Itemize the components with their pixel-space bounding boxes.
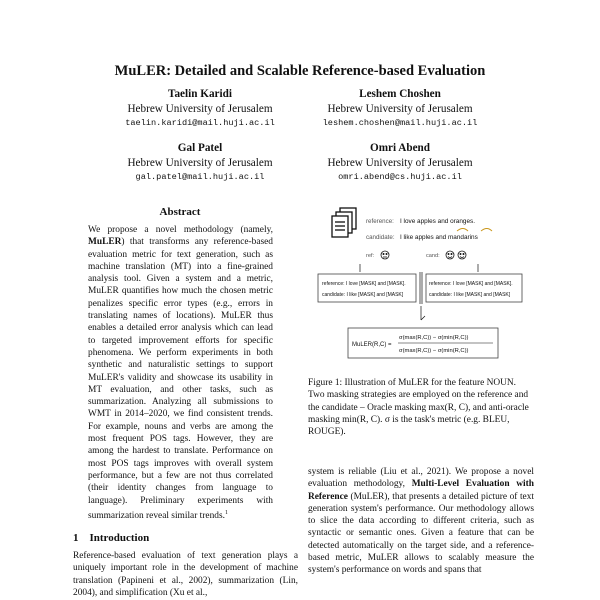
body-bold: Multi-Level Evaluation with Reference <box>308 479 534 502</box>
section-heading <box>73 532 149 544</box>
author-block <box>300 87 500 131</box>
paper-title: MuLER: Detailed and Scalable Reference-based Evaluation <box>114 63 486 79</box>
author-affiliation: Hebrew University of Jerusalem <box>127 156 273 169</box>
author-block <box>100 141 300 185</box>
arrow-icon <box>457 229 468 232</box>
fig-ref-short: ref: <box>366 253 375 259</box>
fig-candidate-label: candidate: <box>366 234 395 241</box>
author-email[interactable]: taelin.karidi@mail.huji.ac.il <box>125 118 275 128</box>
fig-cand-short: cand: <box>426 253 440 259</box>
author-block <box>300 141 500 185</box>
formula-numerator: σ(max(R,C)) − σ(min(R,C)) <box>399 335 469 341</box>
abstract-part: We propose a novel methodology (namely, <box>88 225 273 235</box>
mask-ref-text: reference: I love [MASK] and [MASK]. <box>429 281 513 287</box>
section-title: Introduction <box>89 532 150 544</box>
author-name: Omri Abend <box>370 142 430 154</box>
author-name: Taelin Karidi <box>168 88 232 100</box>
author-block <box>100 87 300 131</box>
body-part: system is reliable (Liu et al., 2021). We propose a novel evaluation methodology, <box>308 467 534 490</box>
arrow-icon <box>481 229 492 232</box>
abstract-heading: Abstract <box>159 206 201 218</box>
author-name: Gal Patel <box>177 142 223 154</box>
section-number: 1 <box>73 532 79 544</box>
author-name: Leshem Choshen <box>359 88 441 100</box>
figure-1-diagram <box>308 204 534 374</box>
author-affiliation: Hebrew University of Jerusalem <box>327 156 473 169</box>
author-affiliation: Hebrew University of Jerusalem <box>327 102 473 115</box>
mask-cand-text: candidate: I like [MASK] and [MASK] <box>322 292 404 298</box>
abstract-muler-bold: MuLER <box>88 237 122 248</box>
fig-candidate-text: I like apples and mandarins <box>400 234 478 241</box>
mask-cand-text: candidate: I like [MASK] and [MASK] <box>429 292 511 298</box>
abstract-text <box>88 224 273 522</box>
arrow-head-icon <box>421 316 425 320</box>
fig-reference-label: reference: <box>366 218 394 225</box>
author-email[interactable]: leshem.choshen@mail.huji.ac.il <box>322 118 478 128</box>
body-part: (MuLER), that presents a detailed picture of text generation system's performance. Our methodology allows to slice the data according to different criteria, such as syntactic or semantic ones. Given a feature that can be detected automatically on the target side, and a reference-based metric, MuLER allows to scalably measure the system's performance on words and spans that <box>308 491 535 576</box>
formula-denominator: σ(max(R,C)) − σ(min(R,C)) <box>399 348 469 354</box>
right-column-text <box>308 466 534 577</box>
fig-reference-text: I love apples and oranges. <box>400 218 475 225</box>
document-icon <box>332 208 356 237</box>
author-email[interactable]: gal.patel@mail.huji.ac.il <box>135 172 265 182</box>
smile-face-icon <box>458 251 466 259</box>
intro-text: Reference-based evaluation of text generation plays a uniquely important role in the development of machine translation (Papineni et al., 2002), summarization (Lin, 2004), and simplification (Xu et al., <box>73 551 298 598</box>
figure-caption: Figure 1: Illustration of MuLER for the feature NOUN. Two masking strategies are employed on the reference and the candidate – Oracle masking max(R, C), and anti-oracle masking min(R, C). σ is the task's metric (e.g. BLEU, ROUGE). <box>308 378 529 438</box>
author-email[interactable]: omri.abend@cs.huji.ac.il <box>338 172 462 182</box>
mask-ref-text: reference: I love [MASK] and [MASK]. <box>322 281 406 287</box>
footnote-mark: 1 <box>224 509 228 516</box>
neutral-face-icon <box>381 251 389 259</box>
smile-face-icon <box>446 251 454 259</box>
formula-lhs: MuLER(R,C) = <box>352 342 392 348</box>
author-affiliation: Hebrew University of Jerusalem <box>127 102 273 115</box>
abstract-part: ) that transforms any reference-based evaluation metric for text generation, such as machine translation (MT) into a fine-grained analysis tool. Given a system and a metric, MuLER quantifies how much the chosen metric penalizes specific error types (e.g., errors in translating names of locations). MuLER thus enables a detailed error analysis which can lead to targeted improvement efforts for specific phenomena. We perform experiments in both synthetic and naturalistic settings to support MuLER's validity and showcase its usability in MT evaluation, and other tasks, such as summarization. Analyzing all submissions to WMT in 2014–2020, we find consistent trends. For example, nouns and verbs are among the most frequent POS tags. However, they are among the hardest to translate. Performance on most POS tags improves with overall system performance, but a few are not thus correlated (their identity changes from language to language). Preliminary experiments with summarization reveal similar trends. <box>88 237 273 521</box>
